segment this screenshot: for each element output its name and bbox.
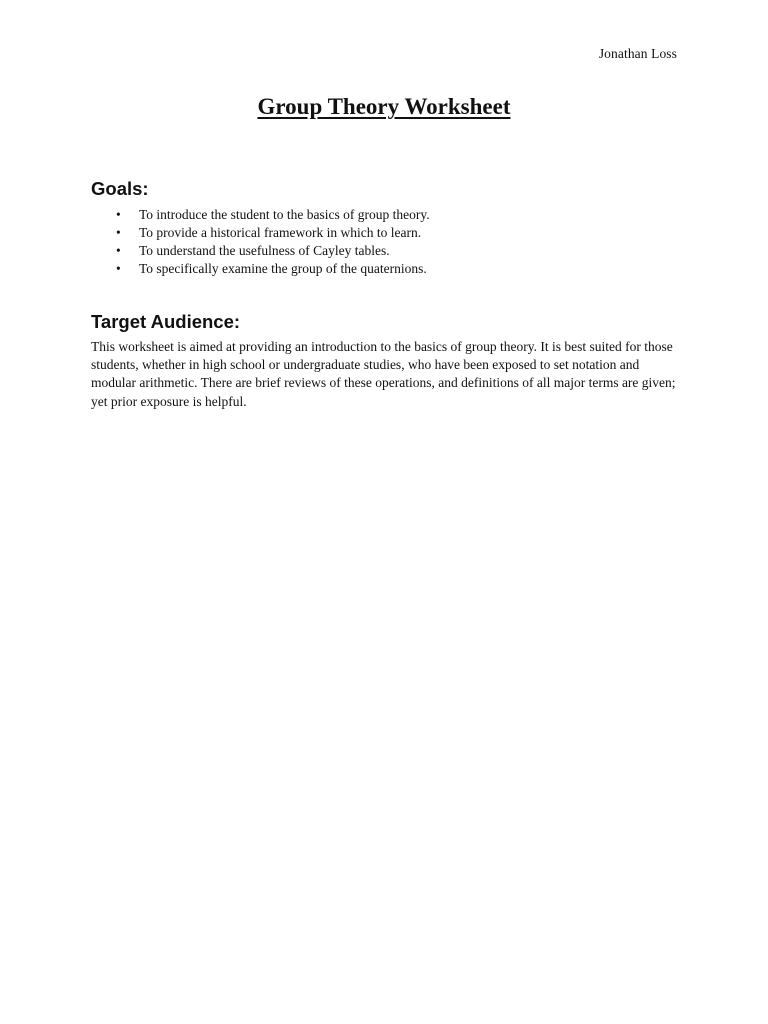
list-item <box>91 260 430 278</box>
goal-text: To provide a historical framework in which to learn. <box>139 225 422 240</box>
goals-heading: Goals: <box>91 178 149 199</box>
goals-list <box>91 206 430 278</box>
list-item <box>91 206 430 224</box>
bullet-icon: • <box>116 207 121 222</box>
bullet-icon: • <box>116 243 121 258</box>
bullet-icon: • <box>116 225 121 240</box>
goal-text: To specifically examine the group of the quaternions. <box>139 261 427 276</box>
goal-text: To introduce the student to the basics of group theory. <box>139 207 430 222</box>
target-audience-paragraph: This worksheet is aimed at providing an introduction to the basics of group theory. It is best suited for those students, whether in high school or undergraduate studies, who have been exposed to set notation and modular arithmetic. There are brief reviews of these operations, and definitions of all major terms are given; yet prior exposure is helpful. <box>91 339 676 409</box>
list-item <box>91 242 430 260</box>
goal-text: To understand the usefulness of Cayley tables. <box>139 243 390 258</box>
author-name: Jonathan Loss <box>598 46 677 61</box>
page-title: Group Theory Worksheet <box>257 94 511 119</box>
list-item <box>91 224 430 242</box>
bullet-icon: • <box>116 261 121 276</box>
target-audience-heading: Target Audience: <box>91 311 241 332</box>
